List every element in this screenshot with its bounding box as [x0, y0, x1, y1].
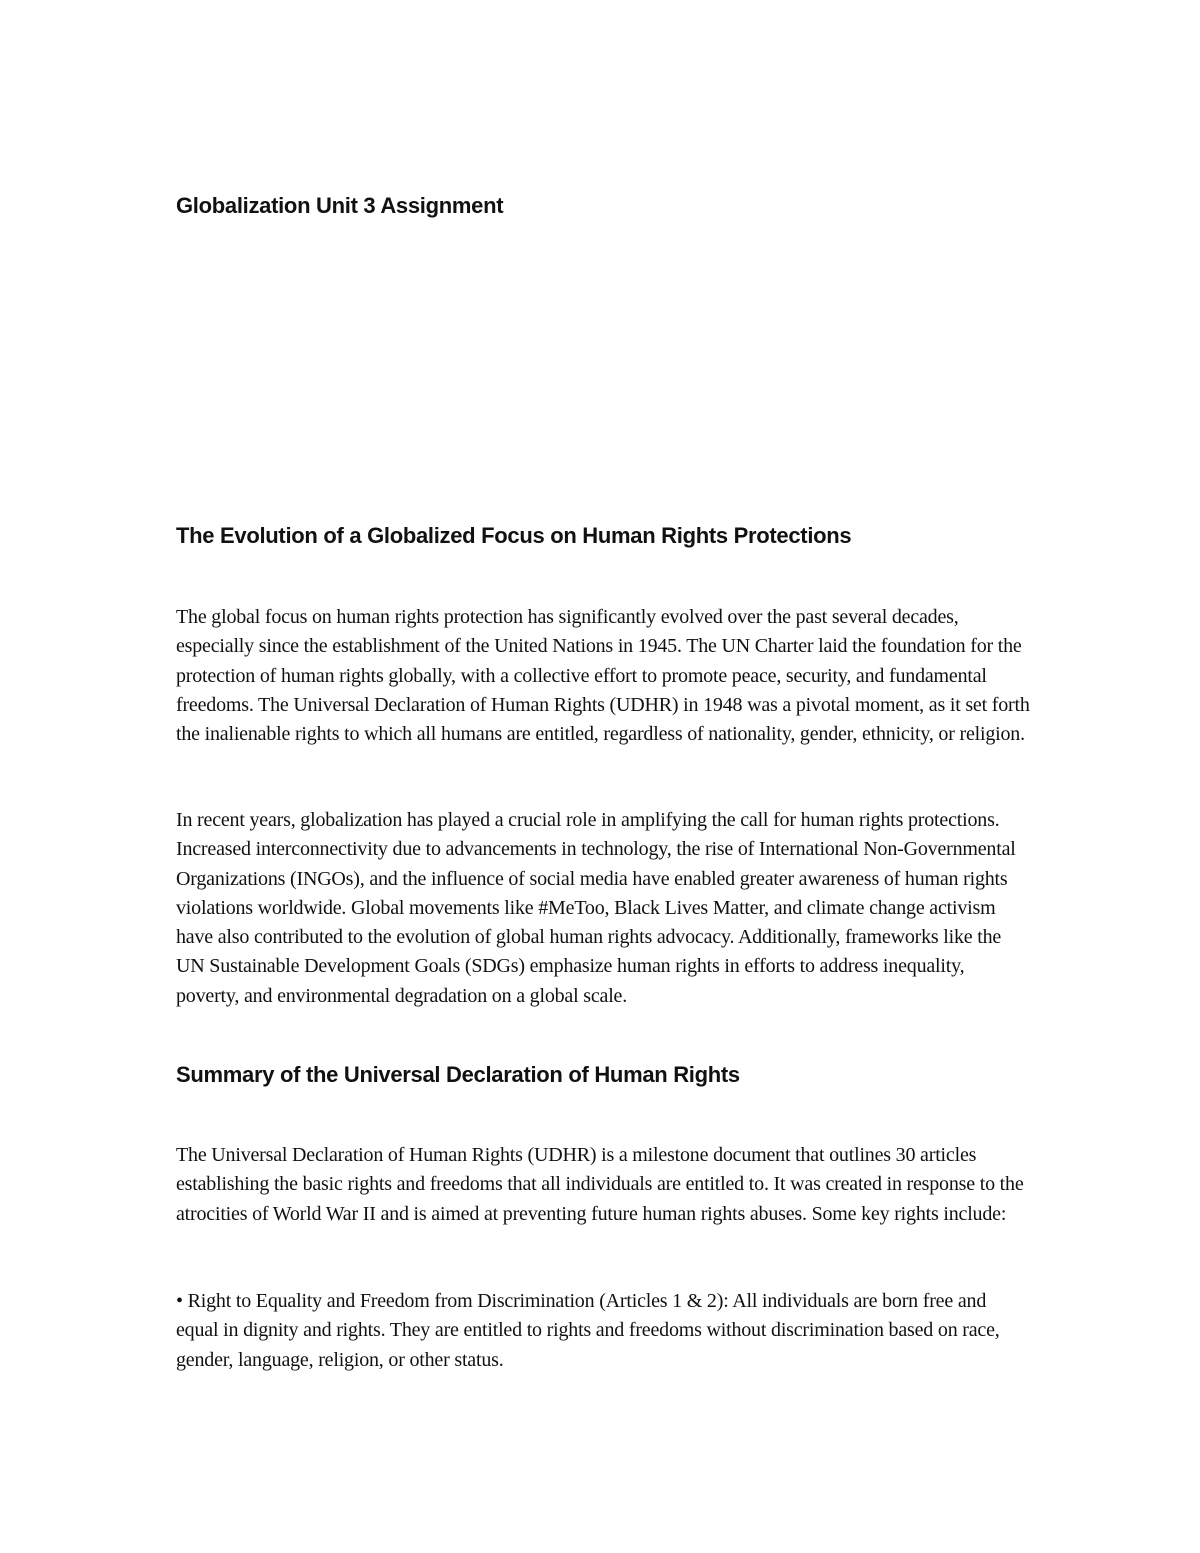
section-heading-udhr-summary: Summary of the Universal Declaration of Human Rights: [176, 1062, 740, 1087]
paragraph-evolution-2: In recent years, globalization has played a crucial role in amplifying the call for human rights protections. Increased interconnectivity due to advancements in technology, the rise of International Non-Governmental Organizations (INGOs), and the influence of social media have enabled greater awareness of human rights violations worldwide. Global movements like #MeToo, Black Lives Matter, and climate change activism have also contributed to the evolution of global human rights advocacy. Additionally, frameworks like the UN Sustainable Development Goals (SDGs) emphasize human rights in efforts to address inequality, poverty, and environmental degradation on a global scale.: [176, 809, 1016, 1007]
section-heading-evolution: The Evolution of a Globalized Focus on Human Rights Protections: [176, 523, 852, 548]
paragraph-evolution-1: The global focus on human rights protection has significantly evolved over the past several decades, especially since the establishment of the United Nations in 1945. The UN Charter laid the foundation for the protection of human rights globally, with a collective effort to promote peace, security, and fundamental freedoms. The Universal Declaration of Human Rights (UDHR) in 1948 was a pivotal moment, as it set forth the inalienable rights to which all humans are entitled, regardless of nationality, gender, ethnicity, or religion.: [176, 606, 1030, 746]
paragraph-udhr-bullet-equality: • Right to Equality and Freedom from Discrimination (Articles 1 & 2): All individuals are born free and equal in dignity and rights. They are entitled to rights and freedoms without discrimination based on race, gender, language, religion, or other status.: [176, 1290, 1000, 1371]
document-title: Globalization Unit 3 Assignment: [176, 193, 504, 218]
paragraph-udhr-intro: The Universal Declaration of Human Rights (UDHR) is a milestone document that outlines 30 articles establishing the basic rights and freedoms that all individuals are entitled to. It was created in response to the atrocities of World War II and is aimed at preventing future human rights abuses. Some key rights include:: [176, 1144, 1024, 1225]
